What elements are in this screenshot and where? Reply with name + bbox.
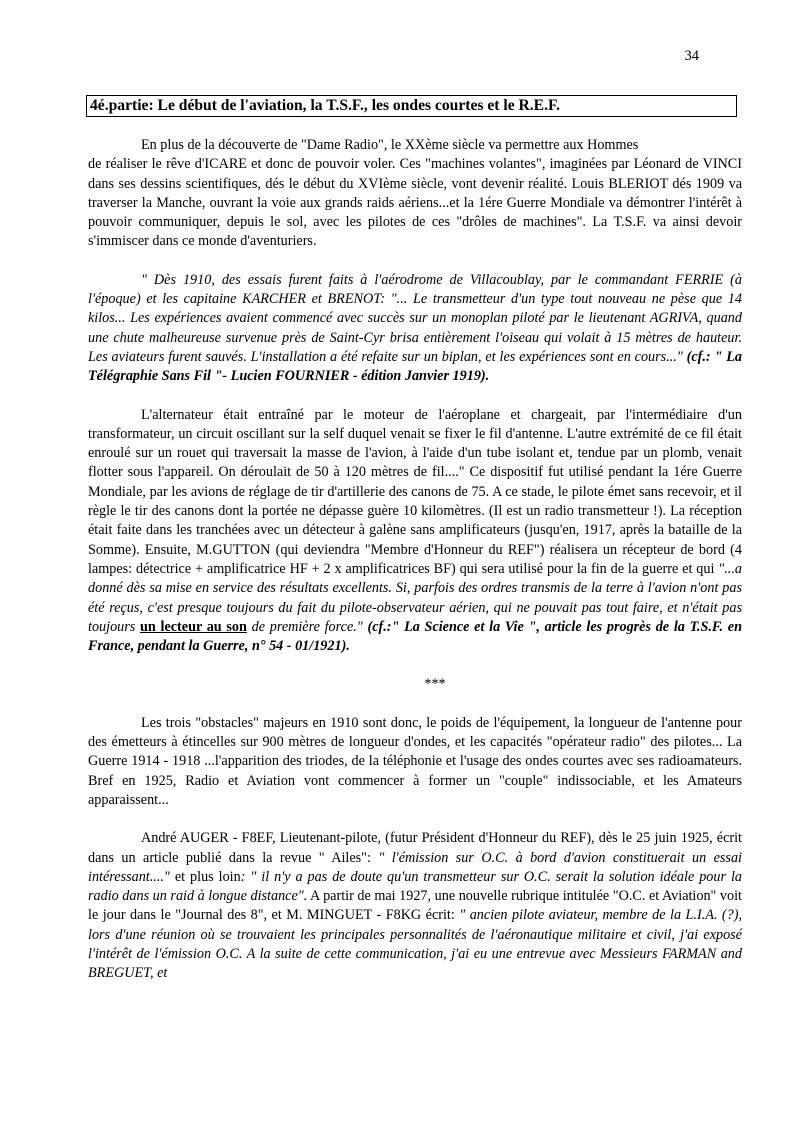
paragraph-quote-1910 <box>88 271 742 387</box>
paragraph-alternateur <box>88 406 742 657</box>
document-body <box>88 136 742 984</box>
quote-text-end: de première force." <box>246 618 368 635</box>
paragraph-text: André AUGER - F8EF, Lieutenant-pilote, (futur Président d'Honneur du REF), dès le 25 juin 1925, écrit dans un article publié dans la revue " Ailes": <box>88 830 742 866</box>
quote-text: "...a donné dès sa mise en service des résultats excellents. Si, parfois des ordres transmis de la terre à l'avion n'ont pas été reçus, c'est presque toujours du fait du pilote-observateur aérien, qui ne pouvait pas tout faire, et n'était pas toujours <box>88 560 742 635</box>
underlined-phrase: un lecteur au son <box>140 618 247 635</box>
section-separator: *** <box>424 676 446 693</box>
paragraph-text: A partir de mai 1927, une nouvelle rubrique intitulée "O.C. et Aviation" voit le jour dans le "Journal des 8", et M. MINGUET - F8KG écrit: <box>88 888 742 924</box>
quote-source: (cf.:" La Science et la Vie ", article les progrès de la T.S.F. en France, pendant la Guerre, n° 54 - 01/1921). <box>88 618 742 655</box>
quote-text: : " il n'y a pas de doute qu'un transmetteur sur O.C. serait la solution idéale pour la radio dans un raid à longue distance". <box>88 868 742 905</box>
paragraph-auger <box>88 829 742 983</box>
paragraph-intro-first-line: En plus de la découverte de "Dame Radio", le XXème siècle va permettre aux Hommes <box>141 137 639 153</box>
page-number: 34 <box>684 48 699 64</box>
paragraph-text: L'alternateur était entraîné par le moteur de l'aéroplane et chargeait, par l'intermédiaire d'un transformateur, un circuit oscillant sur la self duquel venait se fixer le fil d'antenne. L'autre extrémité de ce fil était enroulé sur un rouet qui traversait la masse de l'avion, à l'aide d'un tube isolant et, tendue par un plomb, venait flotter sous l'appareil. On déroulait de 50 à 120 mètres de fil...." Ce dispositif fut utilisé pendant la 1ére Guerre Mondiale, par les avions de réglage de tir d'artillerie des canons de 75. A ce stade, le pilote émet sans recevoir, et il règle le tir des canons dont la portée ne dépasse guère 10 kilomètres. (Il est un radio transmetteur !). La réception était faite dans les tranchées avec un détecteur à galène sans amplificateurs (jusqu'en, 1917, après la bataille de la Somme). Ensuite, M.GUTTON (qui deviendra "Membre d'Honneur du REF") réalisera un récepteur de bord (4 lampes: détectrice + amplificatrice HF + 2 x amplificatrices BF) qui sera utilisé pour la fin de la guerre et qui <box>88 406 742 577</box>
quote-source: (cf.: " La Télégraphie Sans Fil "- Lucien FOURNIER - édition Janvier 1919). <box>88 348 742 385</box>
section-title: 4é.partie: Le début de l'aviation, la T.S.F., les ondes courtes et le R.E.F. <box>86 95 737 117</box>
paragraph-obstacles: Les trois "obstacles" majeurs en 1910 sont donc, le poids de l'équipement, la longueur de l'antenne pour des émetteurs à étincelles sur 900 mètres de longueur d'ondes, et les capacités "opérateur radio" des pilotes... La Guerre 1914 - 1918 ...l'apparition des triodes, de la téléphonie et l'usage des ondes courtes avec ses radioamateurs. Bref en 1925, Radio et Aviation vont commencer à former un "couple" indissociable, et les Amateurs apparaissent... <box>88 714 742 808</box>
quote-text: " l'émission sur O.C. à bord d'avion constituerait un essai intéressant...." <box>88 849 742 885</box>
quote-text: " Dès 1910, des essais furent faits à l'aérodrome de Villacoublay, par le commandant FERRIE (à l'époque) et les capitaine KARCHER et BRENOT: "... Le transmetteur d'un type tout nouveau ne pèse que 14 kilos... Les expériences avaient commencé avec succès sur un monoplan piloté par le lieutenant AGRIVA, quand une chute malheureuse survenue près de Saint-Cyr brisa entièrement l'oiseau qui volait à 15 mètres de hauteur. Les aviateurs furent sauvés. L'installation a été refaite sur un biplan, et les expériences sont en cours..." <box>88 271 742 365</box>
paragraph-intro: de réaliser le rêve d'ICARE et donc de pouvoir voler. Ces "machines volantes", imaginées par Léonard de VINCI dans ses dessins scientifiques, dés le début du XVIème siècle, vont devenir réalité. Louis BLERIOT dés 1909 va traverser la Manche, ouvrant la voie aux grands raids aériens...et la 1ére Guerre Mondiale va démontrer l'intérêt à pouvoir communiquer, depuis le sol, avec les pilotes de ces "drôles de machines". La T.S.F. va ainsi devoir s'immiscer dans ce monde d'aventuriers. <box>88 156 742 250</box>
paragraph-text: et plus loin <box>169 868 241 885</box>
quote-text: " ancien pilote aviateur, membre de la L.I.A. (?), lors d'une réunion où se trouvaient les principales personnalités de l'aéronautique militaire et civil, j'ai exposé l'intérêt de l'émission O.C. A la suite de cette communication, j'ai eu une entrevue avec Messieurs FARMAN and BREGUET, et <box>88 907 743 982</box>
